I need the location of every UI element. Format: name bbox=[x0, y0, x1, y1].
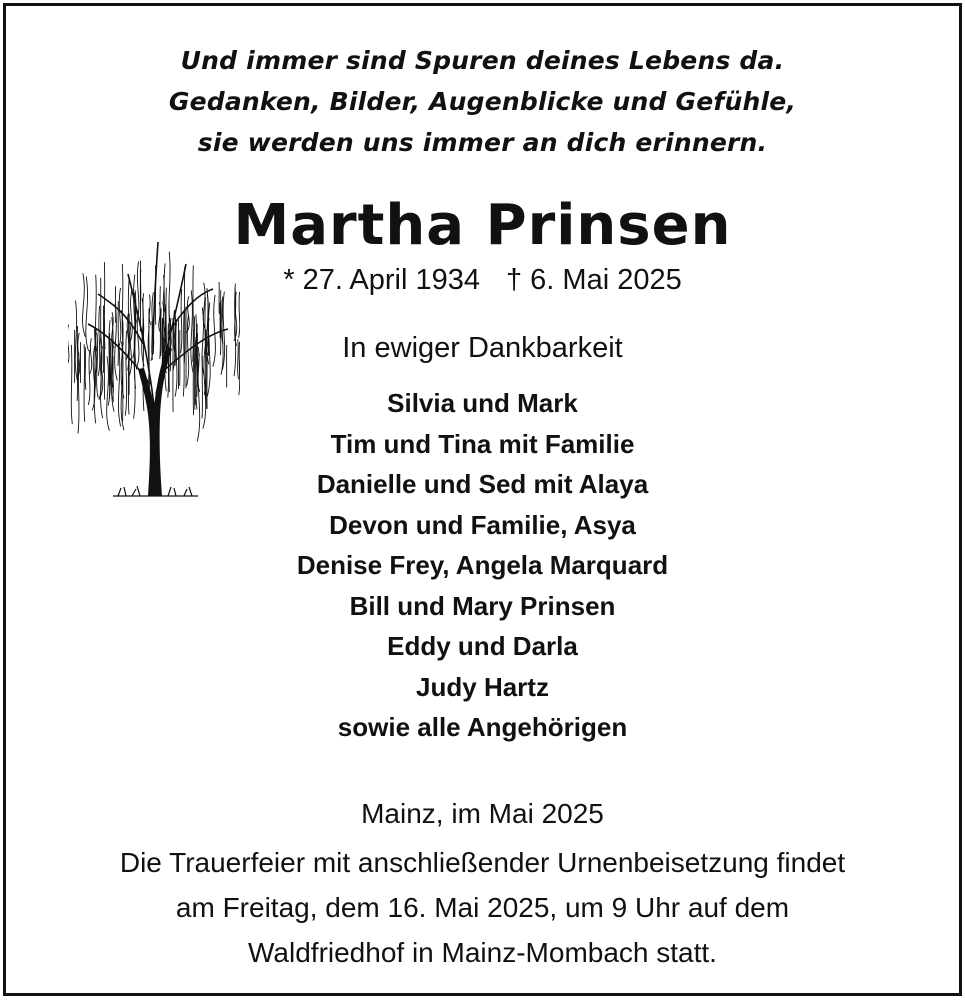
ceremony-line: am Freitag, dem 16. Mai 2025, um 9 Uhr auf dem bbox=[175, 892, 790, 923]
willow-strand bbox=[98, 306, 100, 376]
ceremony-line: Waldfriedhof in Mainz-Mombach statt. bbox=[248, 937, 717, 968]
deceased-name: Martha Prinsen bbox=[233, 193, 732, 258]
mourner-line: Bill und Mary Prinsen bbox=[349, 590, 616, 621]
gratitude-line: In ewiger Dankbarkeit bbox=[342, 332, 623, 364]
willow-strand bbox=[71, 345, 72, 424]
willow-strand bbox=[181, 289, 182, 353]
verse-line: Und immer sind Spuren deines Lebens da. bbox=[180, 46, 785, 75]
willow-strand bbox=[84, 344, 85, 422]
mourner-line: sowie alle Angehörigen bbox=[337, 712, 628, 742]
willow-strand bbox=[149, 295, 150, 326]
willow-strand bbox=[239, 292, 240, 338]
willow-strand bbox=[239, 342, 240, 395]
willow-strand bbox=[78, 353, 79, 434]
willow-strand bbox=[168, 324, 169, 398]
mourner-line: Eddy und Darla bbox=[387, 631, 578, 661]
willow-strand bbox=[83, 273, 86, 336]
death-date: † 6. Mai 2025 bbox=[505, 264, 682, 296]
verse-line: Gedanken, Bilder, Augenblicke und Gefühle, bbox=[168, 87, 797, 116]
mourner-line: Devon und Familie, Asya bbox=[329, 509, 636, 540]
birth-date: * 27. April 1934 bbox=[283, 264, 480, 296]
mourner-line: Tim und Tina mit Familie bbox=[330, 428, 635, 459]
willow-strand bbox=[213, 295, 216, 367]
mourner-line: Danielle und Sed mit Alaya bbox=[316, 469, 649, 499]
willow-strand bbox=[68, 325, 69, 367]
willow-strand bbox=[97, 333, 98, 398]
willow-strand bbox=[110, 341, 111, 384]
willow-strand bbox=[86, 277, 89, 352]
willow-strand bbox=[85, 347, 86, 390]
willow-strand bbox=[140, 269, 141, 304]
mourner-line: Judy Hartz bbox=[416, 671, 549, 702]
willow-strand bbox=[118, 344, 120, 426]
willow-strand bbox=[238, 339, 239, 379]
willow-strand bbox=[160, 286, 161, 359]
weeping-willow-tree-icon bbox=[68, 234, 240, 502]
place-and-date: Mainz, im Mai 2025 bbox=[361, 798, 604, 829]
willow-strand bbox=[88, 350, 90, 405]
willow-strand bbox=[90, 338, 92, 374]
verse-line: sie werden uns immer an dich erinnern. bbox=[197, 128, 768, 157]
willow-strand bbox=[161, 309, 162, 356]
willow-strand bbox=[112, 337, 113, 388]
mourner-line: Denise Frey, Angela Marquard bbox=[296, 550, 669, 580]
mourner-line: Silvia und Mark bbox=[387, 388, 578, 418]
ceremony-notice bbox=[0, 840, 965, 975]
memorial-verse bbox=[0, 40, 965, 163]
willow-strand bbox=[194, 316, 195, 410]
ceremony-line: Die Trauerfeier mit anschließender Urnenbeisetzung findet bbox=[119, 847, 846, 878]
willow-strand bbox=[184, 266, 185, 363]
willow-strand bbox=[125, 331, 126, 416]
